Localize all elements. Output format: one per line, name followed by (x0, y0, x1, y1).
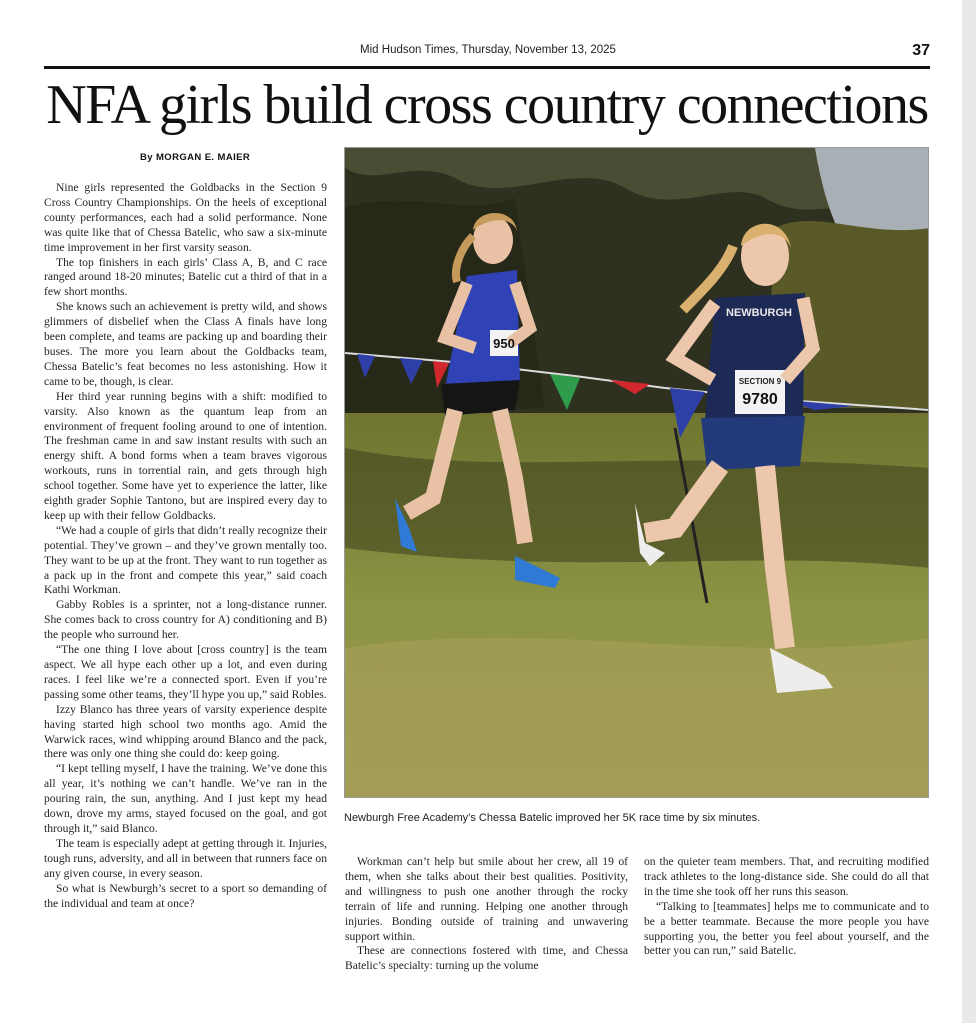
byline: By MORGAN E. MAIER (140, 152, 251, 163)
page-edge (962, 0, 976, 1023)
paragraph: “The one thing I love about [cross country] is the team aspect. We all hype each other up a lot, and even during races. I feel like we’re a connected sport. Even if you’re passing some other teams, they’ll hype you up,” said Robles. (44, 643, 327, 701)
paragraph: Workman can’t help but smile about her crew, all 19 of them, when she talks about their best qualities. Positivity, and willingness to push one another through the rocky terrain of life and running. Helping one another through injuries. Bonding outside of training and unwavering support within. (345, 855, 628, 943)
paragraph: These are connections fostered with time, and Chessa Batelic’s specialty: turning up the volume (345, 944, 628, 973)
headline: NFA girls build cross country connections (46, 74, 928, 136)
paragraph: She knows such an achievement is pretty wild, and shows glimmers of disbelief when the Class A finals have long been complete, and teams are packing up and boarding their buses. The more you learn about the Goldbacks team, Chessa Batelic’s feat becomes no less astonishing. How it came to be, though, is clear. (44, 300, 327, 388)
paragraph: “Talking to [teammates] helps me to communicate and to be a better teammate. Because the more people you have supporting you, the better you feel about yourself, and the better you can run,” said Batelic. (644, 899, 929, 958)
header-rule (44, 66, 930, 69)
paragraph: on the quieter team members. That, and recruiting modified track athletes to the long-distance side. She could do all that in the time she took off her runs this season. (644, 855, 929, 898)
paragraph: “I kept telling myself, I have the training. We’ve done this all year, it’s nothing we can’t handle. We’ve ran in the pouring rain, the sun, anything. And I just kept my head down, drove my arms, stayed focused on the goal, and got through it,” said Blanco. (44, 762, 327, 835)
jersey-text: NEWBURGH (726, 307, 792, 319)
bib-right-top: SECTION 9 (738, 377, 782, 386)
paragraph: The team is especially adept at getting through it. Injuries, tough runs, adversity, and all in between that runners face on any given course, in every season. (44, 836, 327, 880)
bib-right: 9780 (742, 391, 778, 408)
article-column-3 (644, 855, 929, 959)
race-photo (344, 147, 929, 798)
paragraph: Her third year running begins with a shift: modified to varsity. Also known as the quantum leap from an environment of frequent fooling around to one of intention. The freshman came in and saw instant results with such an energy shift. A bond forms when a team braves vigorous workouts, runs in torrential rain, and gets through high school together. Some have yet to experience the latter, like eighth grader Sophie Tantono, but are inspired every day to keep up with their fellow Goldbacks. (44, 389, 327, 522)
bib-left: 950 (493, 336, 515, 351)
paragraph: The top finishers in each girls’ Class A, B, and C race ranged around 18-20 minutes; Batelic cut a third of that in a few short months. (44, 255, 327, 299)
photo-caption: Newburgh Free Academy’s Chessa Batelic improved her 5K race time by six minutes. (344, 812, 761, 824)
paragraph: “We had a couple of girls that didn’t really recognize their potential. They’ve grown – and they’ve grown mentally too. They want to be up at the front. They want to run together as a pack up in the front and compete this year,” said coach Kathi Workman. (44, 523, 327, 597)
race-photo-illustration (345, 148, 929, 798)
paragraph: Nine girls represented the Goldbacks in the Section 9 Cross Country Championships. On the heels of exceptional county performances, each had a solid performance. None was quite like that of Chessa Batelic, who saw a six-minute time improvement in her first varsity season. (44, 181, 327, 254)
paragraph: Gabby Robles is a sprinter, not a long-distance runner. She comes back to cross country for A) conditioning and B) the people who surround her. (44, 598, 327, 642)
paragraph: So what is Newburgh’s secret to a sport so demanding of the individual and team at once? (44, 881, 327, 910)
article-column-1 (44, 181, 327, 911)
page-number: 37 (912, 42, 930, 59)
publication-line: Mid Hudson Times, Thursday, November 13, 2025 (360, 44, 616, 56)
paragraph: Izzy Blanco has three years of varsity experience despite having started high school two months ago. Amid the Warwick races, wind whipping around Blanco and the pack, there was only one thing she could do: keep going. (44, 702, 327, 761)
article-column-2 (345, 855, 628, 974)
